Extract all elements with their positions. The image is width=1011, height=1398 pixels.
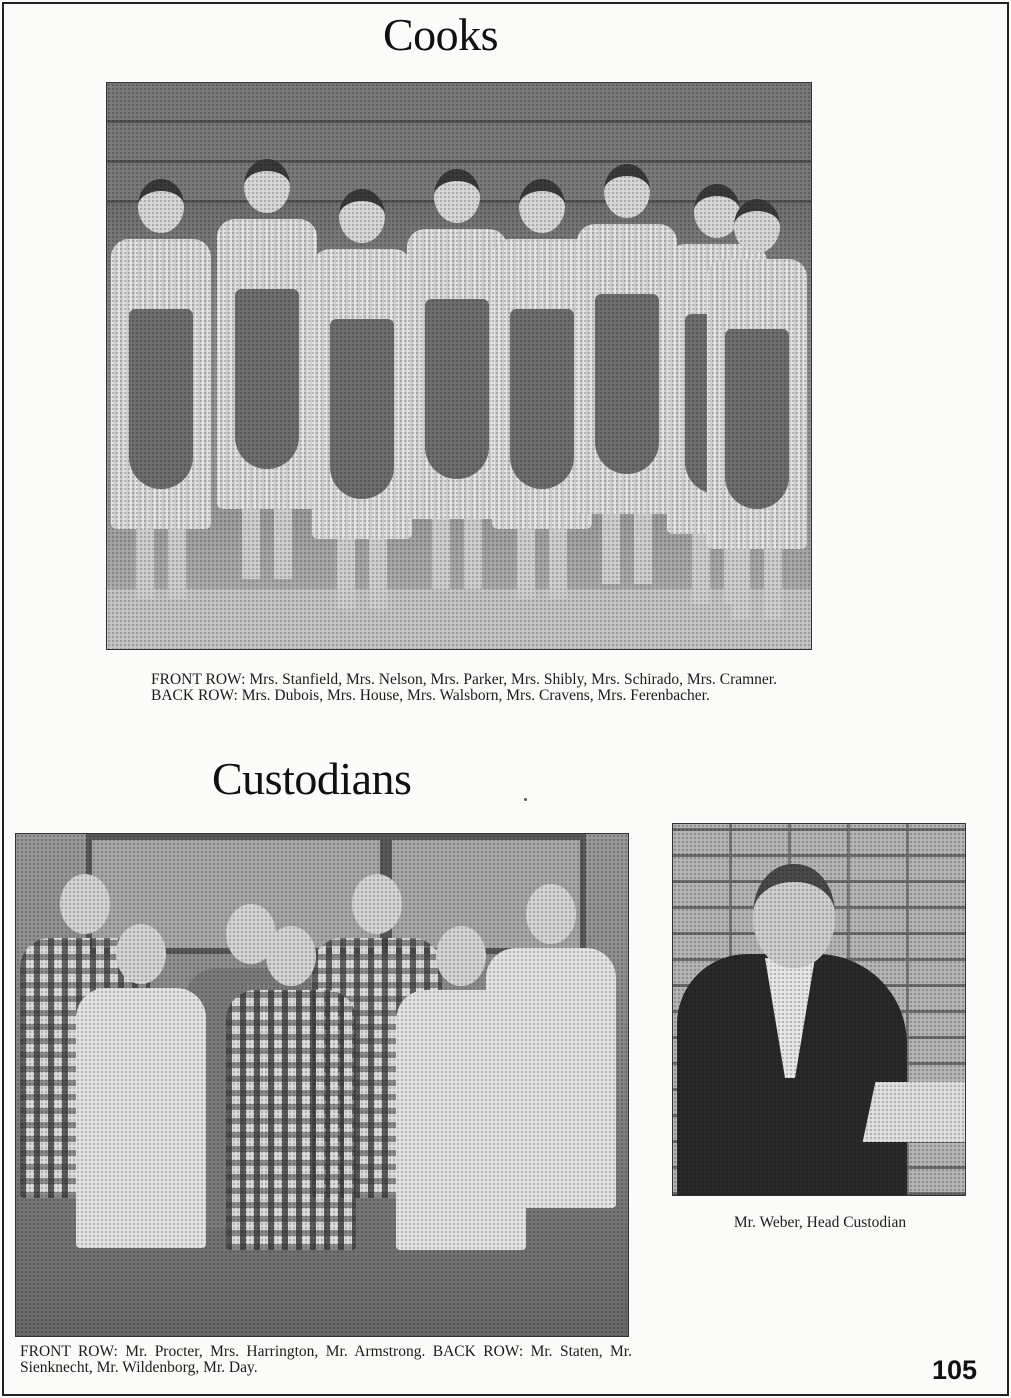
custodians-caption: FRONT ROW: Mr. Procter, Mrs. Harrington, Mr. Armstrong. BACK ROW: Mr. Staten, Mr. Sienknecht, Mr. Wildenborg, Mr. Day. — [20, 1343, 632, 1376]
head-custodian-caption: Mr. Weber, Head Custodian — [733, 1214, 907, 1231]
custodians-group-photo — [15, 833, 629, 1337]
print-speck — [524, 798, 527, 801]
cooks-group-photo — [106, 82, 812, 650]
custodians-heading: Custodians — [212, 753, 412, 804]
head-custodian-portrait — [672, 823, 966, 1196]
cooks-caption: FRONT ROW: Mrs. Stanfield, Mrs. Nelson, Mrs. Parker, Mrs. Shibly, Mrs. Schirado, Mrs. Cramner. BACK ROW: Mrs. Dubois, Mrs. House, Mrs. Walsborn, Mrs. Cravens, Mrs. Ferenbacher. — [151, 671, 777, 704]
cooks-heading: Cooks — [383, 9, 499, 60]
page-number: 105 — [931, 1355, 977, 1385]
